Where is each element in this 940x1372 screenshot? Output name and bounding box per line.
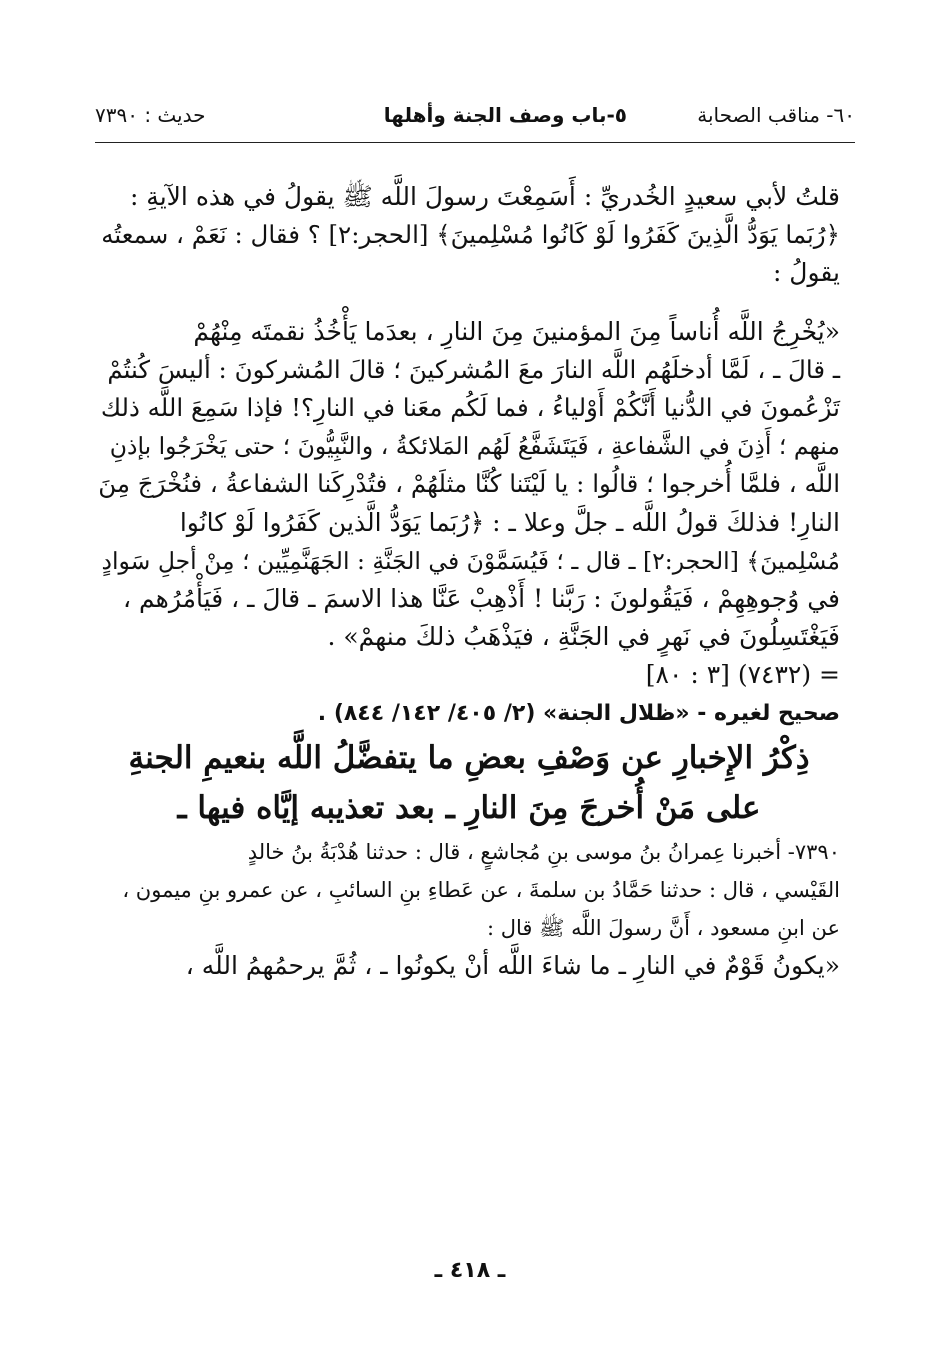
chapter-title: ٦٠- مناقب الصحابة (697, 103, 855, 127)
text-line: ﴿رُبَما يَوَدُّ الَّذِينَ كَفَرُوا لَوْ كَانُوا مُسْلِمينَ﴾ [الحجر:٢] ؟ فقال : نَعَمْ ، سمعتُه (101, 220, 840, 250)
text-line: منهم ؛ أَذِنَ في الشَّفاعةِ ، فَيَتَشَفَّعُ لَهُم المَلائكةُ ، والنَّبِيُّونَ ؛ حتى يَخْرَجُوا بإذنِ (109, 432, 840, 461)
text-line: قلتُ لأبي سعيدٍ الخُدريِّ : أَسَمِعْتَ رسولَ اللَّه ﷺ يقولُ في هذه الآيةِ : (129, 182, 840, 211)
page-number: ـ ٤١٨ ـ (434, 1258, 506, 1283)
text-line: «يكونُ قَوْمٌ في النارِ ـ ما شاءَ اللَّه أنْ يكونُوا ـ ، ثُمَّ يرحمُهمُ اللَّه ، (185, 950, 840, 980)
cross-reference: = (٧٤٣٢) [٣ : ٨٠] (645, 660, 840, 690)
text-line: النارِ! فذلكَ قولُ اللَّه ـ جلَّ وعلا ـ : ﴿رُبَما يَوَدُّ الَّذين كَفَرُوا لَوْ كانُوا (179, 507, 840, 537)
text-line: في وُجوهِهِمْ ، فَيَقُولونَ : رَبَّنا ! أَذْهِبْ عَنَّا هذا الاسمَ ـ قالَ ـ ، فَيَأْمُرُهم ، (123, 584, 840, 614)
text-line: القَيْسي ، قال : حدثنا حَمَّادُ بن سلمةَ ، عن عَطاءِ بنِ السائبِ ، عن عمرو بنِ ميمون ، (122, 877, 840, 902)
text-line: فَيَغْتَسِلُونَ في نَهرٍ في الجَنَّةِ ، فيَذْهَبُ ذلكَ منهمْ» . (327, 622, 840, 652)
heading-line: على مَنْ أُخرجَ مِنَ النارِ ـ بعد تعذيبه إيَّاه فيها ـ (177, 789, 761, 826)
matn-paragraph (98, 947, 840, 985)
grading-note: صحيح لغيره - «ظلال الجنة» (٢/ ٤٠٥/ ١٤٢/ ٨٤٤) . (317, 700, 840, 726)
heading-line: ذِكْرُ الإِخبارِ عن وَصْفِ بعضِ ما يتفضَّلُ اللَّه بنعيمِ الجنةِ (128, 739, 810, 776)
text-line: مُسْلِمينَ﴾ [الحجر:٢] ـ قال ـ ؛ فَيُسَمَّوْنَ في الجَنَّةِ : الجَهَنَّمِيِّين ؛ مِنْ أجلِ سَوادٍ (101, 546, 840, 575)
intro-paragraph (98, 178, 840, 293)
running-header (95, 95, 855, 131)
hadith-paragraph (98, 313, 840, 657)
section-title: ٥-باب وصف الجنة وأهلها (383, 103, 627, 127)
chapter-heading (98, 733, 840, 833)
page-body (98, 178, 840, 985)
header-divider (95, 142, 855, 143)
isnad-paragraph (98, 833, 840, 947)
text-line: عن ابنِ مسعود ، أَنَّ رسولَ اللَّه ﷺ قال : (486, 915, 840, 940)
text-line: اللَّه ، فلمَّا أُخرجوا ؛ قالُوا : يا لَيْتَنا كُنَّا مثلَهُمْ ، فتُدْرِكَنا الشفاعةُ ، فنُخْرَجَ مِنَ (98, 469, 840, 499)
text-line: ـ قالَ ـ ، لَمَّا أدخلَهُم اللَّه النارَ معَ المُشركينَ ؛ قالَ المُشركونَ : أليسَ كُنتُمْ (107, 354, 840, 384)
text-line: يقولُ : (772, 258, 840, 288)
text-line: تَزْعُمونَ في الدُّنيا أَنَّكُمْ أَوْلياءُ ، فما لَكُم معَنا في النارِ؟! فإذا سَمِعَ اللَّه ذلك (100, 393, 840, 423)
text-line: «يُخْرِجُ اللَّه أُناساً مِنَ المؤمنينَ مِنَ النارِ ، بعدَما يَأْخُذُ نقمتَه مِنْهُمْ (193, 316, 840, 346)
hadith-number-label: حديث : ٧٣٩٠ (95, 103, 206, 127)
text-line: ٧٣٩٠- أخبرنا عِمرانُ بنُ موسى بنِ مُجاشعٍ ، قال : حدثنا هُدْبَةُ بنُ خالدٍ (247, 839, 840, 864)
